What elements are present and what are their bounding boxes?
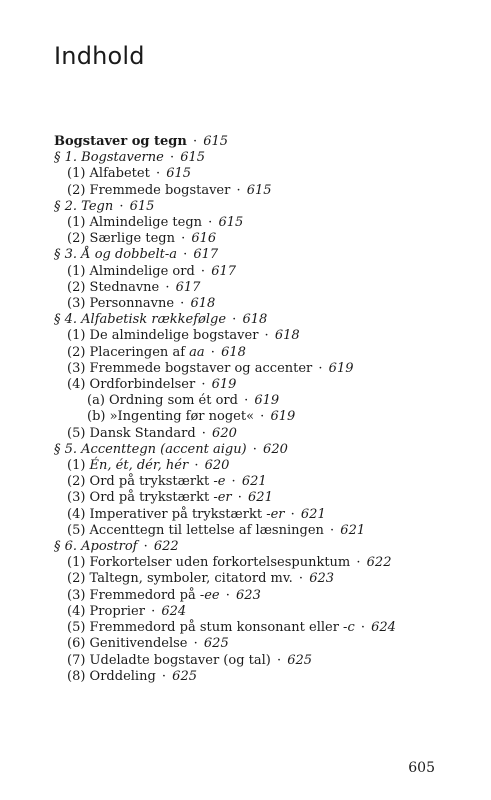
toc-page-number: 624 xyxy=(371,620,396,636)
toc-entry-text: (1) xyxy=(67,458,90,474)
toc-entry-text: (4) Ordforbindelser xyxy=(67,377,196,393)
toc-entry xyxy=(54,199,474,215)
toc-entry xyxy=(54,669,474,685)
toc-entry-text: (3) Personnavne xyxy=(67,296,175,312)
toc-page-number: 616 xyxy=(191,231,217,247)
toc-page-number: 623 xyxy=(309,571,335,587)
toc-entry xyxy=(54,247,474,263)
toc-entry-text: (2) Taltegn, symboler, citatord mv. xyxy=(67,571,293,587)
toc-entry-text: (3) Fremmede bogstaver og accenter xyxy=(67,360,313,376)
toc-entry-text: (2) Særlige tegn xyxy=(67,231,175,247)
toc-page-number: 618 xyxy=(274,328,300,344)
toc-entry-text: (1) Forkortelser uden forkortelsespunktum xyxy=(67,555,351,571)
toc-entry xyxy=(54,474,474,490)
toc-separator: · xyxy=(233,490,247,506)
toc-separator: · xyxy=(286,506,299,522)
toc-page-number: 621 xyxy=(241,474,267,490)
toc-separator: · xyxy=(294,571,308,587)
toc-separator: · xyxy=(176,231,190,247)
toc-entry-text: (a) Ordning som ét ord xyxy=(87,393,238,409)
table-of-contents xyxy=(54,134,474,685)
toc-entry xyxy=(54,166,474,182)
toc-page-number: 617 xyxy=(211,263,237,279)
toc-entry xyxy=(54,426,474,442)
toc-separator: · xyxy=(151,166,165,182)
toc-page-number: 617 xyxy=(175,279,201,295)
toc-entry xyxy=(54,361,474,377)
toc-entry-italic-text: § 1. Bogstaverne xyxy=(54,150,164,166)
toc-entry-italic-text: § 6. Apostrof xyxy=(54,539,138,555)
toc-separator: · xyxy=(139,539,152,555)
toc-page-number: 621 xyxy=(248,490,273,506)
toc-entry-text: (4) Imperativer på trykstærkt xyxy=(67,506,267,522)
page-title: Indhold xyxy=(54,42,145,70)
toc-page-number: 621 xyxy=(340,522,366,538)
toc-separator: · xyxy=(256,409,269,425)
toc-entry-text: (6) Genitivendelse xyxy=(67,636,188,652)
toc-entry xyxy=(54,620,474,636)
toc-separator: · xyxy=(260,328,273,344)
toc-entry xyxy=(54,490,474,506)
toc-entry-text: (2) Stednavne xyxy=(67,279,160,295)
toc-separator: · xyxy=(221,587,235,603)
toc-page-number: 615 xyxy=(180,150,206,166)
toc-entry-text: (5) Fremmedord på stum konsonant eller xyxy=(67,620,344,636)
toc-page-number: 625 xyxy=(172,668,197,684)
toc-entry xyxy=(54,150,474,166)
toc-separator: · xyxy=(176,296,189,312)
toc-page-number: 625 xyxy=(287,652,313,668)
toc-entry-text: (1) Almindelige tegn xyxy=(67,215,203,231)
toc-entry-italic-text: -er xyxy=(266,506,285,522)
toc-entry xyxy=(54,442,474,458)
toc-page-number: 623 xyxy=(236,587,261,603)
toc-entry-italic-text: -ee xyxy=(199,587,220,603)
toc-page-number: 622 xyxy=(153,539,179,555)
toc-entry xyxy=(54,393,474,409)
toc-entry xyxy=(54,653,474,669)
toc-entry xyxy=(54,555,474,571)
toc-separator: · xyxy=(314,360,327,376)
toc-page-number: 615 xyxy=(129,198,155,214)
toc-entry xyxy=(54,328,474,344)
toc-entry xyxy=(54,636,474,652)
toc-page-number: 615 xyxy=(218,215,244,231)
toc-entry xyxy=(54,280,474,296)
toc-separator: · xyxy=(188,134,202,149)
toc-entry xyxy=(54,183,474,199)
toc-entry xyxy=(54,409,474,425)
toc-page-number: 624 xyxy=(161,603,187,619)
page-number: 605 xyxy=(408,760,435,776)
toc-page-number: 621 xyxy=(300,506,326,522)
toc-page-number: 618 xyxy=(242,312,268,328)
toc-entry-italic-text: -e xyxy=(213,474,226,490)
toc-separator: · xyxy=(197,425,211,441)
toc-entry-italic-text: Én, ét, dér, hér xyxy=(89,458,189,474)
toc-separator: · xyxy=(325,522,339,538)
toc-entry-italic-text: -er xyxy=(213,490,232,506)
toc-entry xyxy=(54,604,474,620)
toc-entry-text: (4) Proprier xyxy=(67,603,145,619)
toc-entry xyxy=(54,571,474,587)
toc-entry-text: (3) Ord på trykstærkt xyxy=(67,490,214,506)
toc-entry-italic-text: aa xyxy=(189,344,205,360)
toc-separator: · xyxy=(190,458,203,474)
toc-entry-italic-text: -c xyxy=(343,620,355,636)
toc-entry-text: (8) Orddeling xyxy=(67,668,156,684)
toc-separator: · xyxy=(356,620,370,636)
toc-page-number: 615 xyxy=(166,166,192,182)
toc-page-number: 619 xyxy=(328,360,354,376)
toc-separator: · xyxy=(178,247,192,263)
toc-separator: · xyxy=(206,344,220,360)
toc-separator: · xyxy=(272,652,286,668)
toc-page-number: 625 xyxy=(203,636,229,652)
toc-entry-text: (2) Ord på trykstærkt xyxy=(67,474,214,490)
toc-page-number: 622 xyxy=(366,555,392,571)
toc-entry xyxy=(54,507,474,523)
toc-separator: · xyxy=(197,377,210,393)
toc-entry xyxy=(54,539,474,555)
toc-entry-text: Bogstaver og tegn xyxy=(54,134,187,149)
toc-separator: · xyxy=(232,182,245,198)
toc-entry xyxy=(54,312,474,328)
toc-entry xyxy=(54,588,474,604)
toc-entry-text: (1) Almindelige ord xyxy=(67,263,195,279)
toc-separator: · xyxy=(196,263,210,279)
toc-separator: · xyxy=(204,215,217,231)
toc-separator: · xyxy=(239,393,253,409)
toc-entry-text: (b) »Ingenting før noget« xyxy=(87,409,255,425)
toc-separator: · xyxy=(227,474,240,490)
toc-entry-text: (5) Accenttegn til lettelse af læsningen xyxy=(67,522,324,538)
toc-entry-text: (2) Fremmede bogstaver xyxy=(67,182,231,198)
toc-entry-italic-text: § 4. Alfabetisk rækkefølge xyxy=(54,312,227,328)
toc-entry xyxy=(54,377,474,393)
toc-page-number: 615 xyxy=(203,134,229,149)
toc-page-number: 620 xyxy=(204,458,230,474)
toc-page-number: 617 xyxy=(193,247,219,263)
toc-page-number: 620 xyxy=(263,441,288,457)
toc-page-number: 619 xyxy=(270,409,296,425)
toc-separator: · xyxy=(248,441,262,457)
toc-entry-text: (2) Placeringen af xyxy=(67,344,190,360)
toc-entry xyxy=(54,231,474,247)
toc-separator: · xyxy=(352,555,365,571)
toc-entry-text: (1) De almindelige bogstaver xyxy=(67,328,259,344)
toc-entry xyxy=(54,134,474,150)
toc-entry xyxy=(54,523,474,539)
toc-entry xyxy=(54,345,474,361)
toc-entry xyxy=(54,215,474,231)
toc-entry-italic-text: § 3. Å og dobbelt-a xyxy=(54,247,177,263)
toc-entry-text: (1) Alfabetet xyxy=(67,166,150,182)
toc-page-number: 619 xyxy=(254,393,280,409)
toc-entry-text: (5) Dansk Standard xyxy=(67,425,196,441)
toc-separator: · xyxy=(146,603,160,619)
toc-entry-italic-text: § 2. Tegn xyxy=(54,198,114,214)
toc-page-number: 615 xyxy=(246,182,272,198)
toc-page-number: 619 xyxy=(211,377,237,393)
toc-separator: · xyxy=(228,312,241,328)
toc-entry-italic-text: § 5. Accenttegn (accent aigu) xyxy=(54,441,247,457)
toc-entry xyxy=(54,264,474,280)
toc-entry-text: (7) Udeladte bogstaver (og tal) xyxy=(67,652,271,668)
toc-entry-text: (3) Fremmedord på xyxy=(67,587,200,603)
toc-separator: · xyxy=(189,636,202,652)
toc-entry xyxy=(54,458,474,474)
toc-entry xyxy=(54,296,474,312)
toc-page-number: 618 xyxy=(190,296,216,312)
toc-page-number: 620 xyxy=(212,425,237,441)
toc-separator: · xyxy=(115,198,128,214)
toc-separator: · xyxy=(165,150,179,166)
toc-separator: · xyxy=(161,279,174,295)
toc-page-number: 618 xyxy=(221,344,246,360)
toc-separator: · xyxy=(157,668,171,684)
